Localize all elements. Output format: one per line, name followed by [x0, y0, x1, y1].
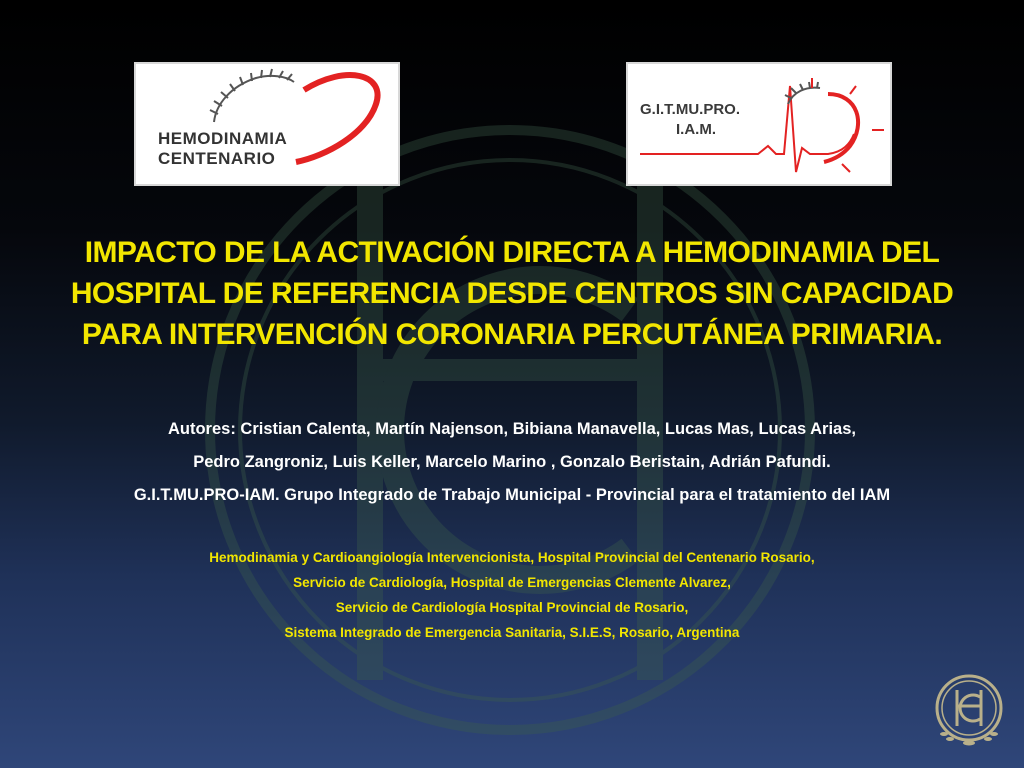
title-line: IMPACTO DE LA ACTIVACIÓN DIRECTA A HEMODINAMIA DEL — [84, 236, 940, 269]
logo-left-line1: HEMODINAMIA — [158, 129, 288, 148]
affiliation-line: Servicio de Cardiología, Hospital de Emergencias Clemente Alvarez, — [293, 575, 731, 590]
hemodinamia-centenario-logo — [134, 62, 400, 186]
affiliation-line: Servicio de Cardiología Hospital Provincial de Rosario, — [335, 600, 689, 615]
authors-block — [0, 413, 1024, 512]
authors-line: Pedro Zangroniz, Luis Keller, Marcelo Marino , Gonzalo Beristain, Adrián Pafundi. — [193, 453, 831, 471]
authors-line: Autores: Cristian Calenta, Martín Najenson, Bibiana Manavella, Lucas Mas, Lucas Arias, — [167, 420, 856, 438]
logo-left-line2: CENTENARIO — [158, 149, 276, 168]
title-line: PARA INTERVENCIÓN CORONARIA PERCUTÁNEA PRIMARIA. — [81, 318, 943, 351]
ecg-waveform-icon — [628, 64, 890, 184]
affiliations-block — [0, 545, 1024, 645]
affiliation-line: Hemodinamia y Cardioangiología Intervencionista, Hospital Provincial del Centenario Rosario, — [209, 550, 815, 565]
logo-right-line1: G.I.T.MU.PRO. — [640, 101, 741, 118]
authors-line: G.I.T.MU.PRO-IAM. Grupo Integrado de Trabajo Municipal - Provincial para el tratamiento del IAM — [133, 486, 891, 504]
gitmupro-iam-logo — [626, 62, 892, 186]
affiliation-line: Sistema Integrado de Emergencia Sanitaria, S.I.E.S, Rosario, Argentina — [284, 625, 740, 640]
hospital-seal-icon — [930, 672, 1008, 750]
title-line: HOSPITAL DE REFERENCIA DESDE CENTROS SIN CAPACIDAD — [70, 277, 954, 310]
logo-right-line2: I.A.M. — [676, 121, 716, 138]
presentation-title — [0, 232, 1024, 355]
